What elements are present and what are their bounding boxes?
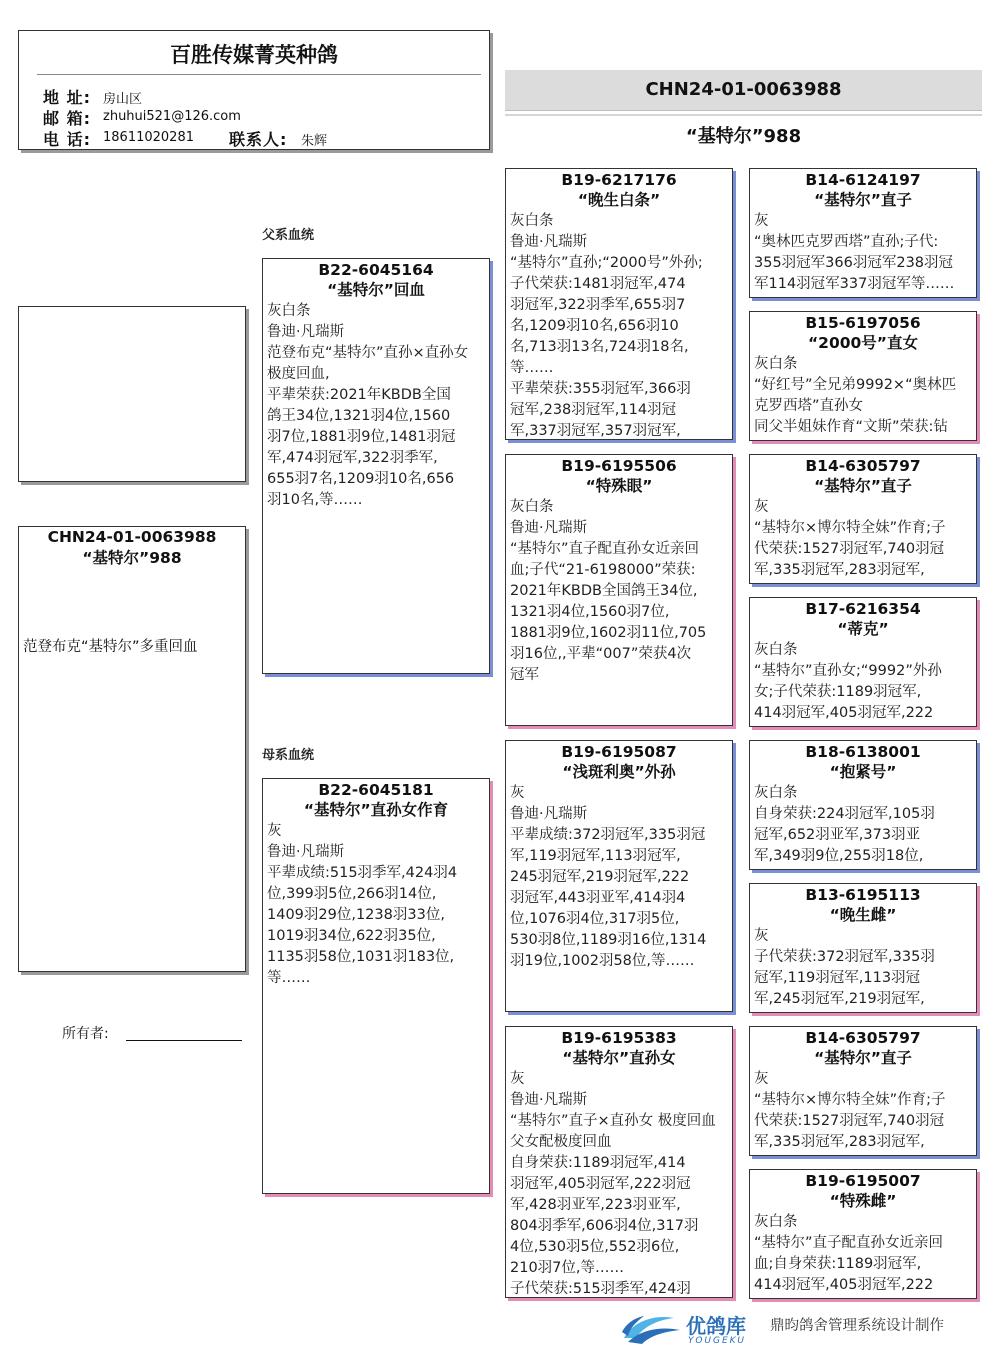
header-divider: [37, 74, 481, 75]
card-detail-line: 极度回血,: [267, 366, 330, 382]
card-detail-line: “基特尔”直子配直孙女近亲回: [754, 1235, 944, 1251]
card-detail-line: “奥林匹克罗西塔”直孙;子代:: [754, 234, 939, 250]
pigeon-name: “基特尔”直孙女作育: [303, 801, 449, 819]
subject-ring: CHN24-01-0063988: [47, 528, 217, 546]
pigeon-name: “蒂克”: [837, 620, 889, 638]
card-detail-line: 804羽季军,606羽4位,317羽: [510, 1218, 699, 1234]
card-detail-line: 灰白条: [754, 356, 798, 372]
card-detail-line: 355羽冠军366羽冠军238羽冠: [754, 255, 954, 271]
phone-value: 18611020281: [103, 130, 194, 145]
ring-number: B13-6195113: [805, 886, 921, 904]
main-pigeon-name: “基特尔”988: [685, 126, 802, 147]
card-detail-line: “基特尔×博尔特全妹”作育;子: [754, 1092, 946, 1108]
card-detail-line: 灰: [510, 1071, 525, 1087]
card-detail-line: 1019羽34位,622羽35位,: [267, 928, 436, 944]
card-detail-line: 子代荣获:372羽冠军,335羽: [754, 949, 935, 965]
pigeon-name: “基特尔”直子: [814, 191, 912, 209]
card-detail-line: 军,428羽亚军,223羽亚军,: [510, 1197, 681, 1213]
card-detail-line: 灰白条: [754, 642, 798, 658]
card-detail-line: 羽7位,1881羽9位,1481羽冠: [267, 429, 456, 445]
card-detail-line: 名,1209羽10名,656羽10: [510, 318, 679, 334]
card-detail-line: 范登布克“基特尔”直孙×直孙女: [267, 345, 469, 361]
card-detail-line: 鲁迪·凡瑞斯: [267, 844, 345, 860]
pedigree-card-sd: [505, 454, 733, 726]
pedigree-card-dss: [749, 740, 977, 870]
card-detail-line: 灰白条: [510, 213, 554, 229]
pigeon-name: “晚生雌”: [829, 906, 897, 924]
card-detail-line: 血;自身荣获:1189羽冠军,: [754, 1256, 922, 1272]
pigeon-name: “基特尔”直孙女: [562, 1049, 676, 1067]
card-detail-line: 自身荣获:224羽冠军,105羽: [754, 806, 935, 822]
card-detail-line: 245羽冠军,219羽冠军,222: [510, 869, 690, 885]
pigeon-name: “基特尔”回血: [327, 281, 425, 299]
card-detail-line: 灰: [754, 213, 769, 229]
card-detail-line: 655羽7名,1209羽10名,656: [267, 471, 455, 487]
pedigree-card-dam: [262, 778, 490, 1194]
card-detail-line: 鲁迪·凡瑞斯: [510, 234, 588, 250]
owner-label: 所有者:: [62, 1026, 109, 1042]
card-detail-line: 羽16位,,平辈“007”荣获4次: [510, 646, 692, 662]
card-detail-line: 冠军,119羽冠军,113羽冠: [754, 970, 921, 986]
email-value: zhuhui521@126.com: [103, 109, 241, 124]
card-detail-line: 414羽冠军,405羽冠军,222: [754, 1277, 934, 1293]
card-detail-line: 鲁迪·凡瑞斯: [267, 324, 345, 340]
contact-value: 朱辉: [301, 134, 328, 149]
card-detail-line: 军,335羽冠军,283羽冠军,: [754, 1134, 925, 1150]
dam-section-label: 母系血统: [262, 748, 315, 763]
card-detail-line: 子代荣获:515羽季军,424羽: [510, 1281, 691, 1297]
pedigree-card-dsd: [749, 883, 977, 1013]
pigeon-name: “特殊雌”: [829, 1192, 897, 1210]
card-detail-line: 羽冠军,443羽亚军,414羽4: [510, 890, 686, 906]
card-detail-line: 军,474羽冠军,322羽季军,: [267, 450, 438, 466]
card-detail-line: 羽10名,等……: [267, 492, 363, 508]
card-detail-line: “基特尔”直子配直孙女近亲回: [510, 541, 700, 557]
card-detail-line: 4位,530羽5位,552羽6位,: [510, 1239, 680, 1255]
breeder-title: 百胜传媒菁英种鸽: [170, 43, 338, 67]
pigeon-name: “基特尔”直子: [814, 477, 912, 495]
card-detail-line: 父女配极度回血: [510, 1134, 612, 1150]
card-detail-line: “基特尔×博尔特全妹”作育;子: [754, 520, 946, 536]
owner-signature-line: [126, 1040, 242, 1041]
card-detail-line: 鲁迪·凡瑞斯: [510, 806, 588, 822]
card-detail-line: 鲁迪·凡瑞斯: [510, 520, 588, 536]
pedigree-card-sire: [262, 258, 490, 674]
ring-number: B22-6045164: [318, 261, 434, 279]
card-detail-line: 同父半姐妹作育“文斯”荣获:钻: [754, 419, 948, 435]
card-detail-line: 1135羽58位,1031羽183位,: [267, 949, 455, 965]
ring-number: B15-6197056: [805, 314, 921, 332]
card-detail-line: 代荣获:1527羽冠军,740羽冠: [754, 541, 945, 557]
ring-number: B17-6216354: [805, 600, 921, 618]
card-detail-line: 鲁迪·凡瑞斯: [510, 1092, 588, 1108]
card-detail-line: 冠军: [510, 667, 539, 683]
card-detail-line: 灰: [754, 928, 769, 944]
pedigree-card-ssd: [749, 311, 977, 441]
main-ring-number: CHN24-01-0063988: [645, 79, 842, 100]
card-detail-line: 军,349羽9位,255羽18位,: [754, 848, 924, 864]
card-detail-line: 210羽7位,等……: [510, 1260, 625, 1276]
ring-number: B19-6195506: [561, 457, 677, 475]
ring-number: B19-6195383: [561, 1029, 677, 1047]
card-detail-line: 鸽王34位,1321羽4位,1560: [267, 408, 451, 424]
card-detail-line: 羽19位,1002羽58位,等……: [510, 953, 695, 969]
card-detail-line: 平辈荣获:2021年KBDB全国: [267, 387, 451, 403]
card-detail-line: 灰: [754, 1071, 769, 1087]
card-detail-line: 灰: [267, 823, 282, 839]
ring-number: B14-6305797: [805, 457, 921, 475]
card-detail-line: 平辈成绩:372羽冠军,335羽冠: [510, 827, 706, 843]
card-detail-line: 冠军,238羽冠军,114羽冠: [510, 402, 677, 418]
card-detail-line: 军,337羽冠军,357羽冠军,: [510, 423, 681, 439]
pigeon-name: “晚生白条”: [577, 191, 661, 209]
card-detail-line: 女;子代荣获:1189羽冠军,: [754, 684, 922, 700]
pigeon-name: “基特尔”直子: [814, 1049, 912, 1067]
pigeon-name: “2000号”直女: [807, 334, 918, 352]
pedigree-card-ss: [505, 168, 733, 440]
sire-section-label: 父系血统: [262, 228, 315, 243]
contact-label: 联系人:: [229, 130, 288, 149]
address-label: 地 址:: [43, 88, 91, 107]
card-detail-line: 等……: [267, 970, 311, 986]
subject-note: 范登布克“基特尔”多重回血: [23, 639, 198, 655]
title-divider: [505, 114, 982, 116]
card-detail-line: 灰白条: [267, 303, 311, 319]
card-detail-line: 1409羽29位,1238羽33位,: [267, 907, 445, 923]
ring-number: B14-6124197: [805, 171, 921, 189]
card-detail-line: 克罗西塔”直孙女: [754, 398, 864, 414]
card-detail-line: “基特尔”直子×直孙女 极度回血: [510, 1113, 716, 1129]
card-detail-line: 羽冠军,322羽季军,655羽7: [510, 297, 686, 313]
ring-number: B18-6138001: [805, 743, 921, 761]
breeder-info-box: [18, 30, 490, 150]
card-detail-line: 414羽冠军,405羽冠军,222: [754, 705, 934, 721]
pedigree-card-ds: [505, 740, 733, 1012]
card-detail-line: 军114羽冠军337羽冠军等……: [754, 276, 955, 292]
card-detail-line: 灰白条: [510, 499, 554, 515]
pedigree-card-sds: [749, 454, 977, 584]
card-detail-line: 等……: [510, 360, 554, 376]
card-detail-line: 平辈荣获:355羽冠军,366羽: [510, 381, 691, 397]
card-detail-line: 1321羽4位,1560羽7位,: [510, 604, 670, 620]
card-detail-line: 自身荣获:1189羽冠军,414: [510, 1155, 686, 1171]
card-detail-line: 子代荣获:1481羽冠军,474: [510, 276, 686, 292]
card-detail-line: “好红号”全兄弟9992×“奥林匹: [754, 377, 957, 393]
card-detail-line: 代荣获:1527羽冠军,740羽冠: [754, 1113, 945, 1129]
card-detail-line: 军,335羽冠军,283羽冠军,: [754, 562, 925, 578]
pedigree-card-dd: [505, 1026, 733, 1298]
ring-number: B19-6195087: [561, 743, 677, 761]
card-detail-line: 灰: [754, 499, 769, 515]
subject-card: [18, 526, 246, 972]
card-detail-line: 名,713羽13名,724羽18名,: [510, 339, 689, 355]
pigeon-name: “抱紧号”: [829, 763, 897, 781]
card-detail-line: 冠军,652羽亚军,373羽亚: [754, 827, 921, 843]
card-detail-line: 灰白条: [754, 785, 798, 801]
ring-number: B19-6195007: [805, 1172, 921, 1190]
card-detail-line: 530羽8位,1189羽16位,1314: [510, 932, 707, 948]
yougeku-logo-icon: [618, 1308, 688, 1348]
card-detail-line: 羽冠军,405羽冠军,222羽冠: [510, 1176, 691, 1192]
pedigree-card-sdd: [749, 597, 977, 727]
pigeon-name: “浅斑利奥”外孙: [562, 763, 676, 781]
pigeon-name: “特殊眼”: [585, 477, 653, 495]
card-detail-line: 军,119羽冠军,113羽冠军,: [510, 848, 681, 864]
logo-text: 优鸽库: [686, 1314, 746, 1338]
ring-number: B14-6305797: [805, 1029, 921, 1047]
footer-credit: 鼎昀鸽舍管理系统设计制作: [770, 1318, 944, 1334]
card-detail-line: 平辈成绩:515羽季军,424羽4: [267, 865, 458, 881]
subject-name: “基特尔”988: [82, 549, 182, 567]
card-detail-line: “基特尔”直孙女;“9992”外孙: [754, 663, 942, 679]
card-detail-line: 1881羽9位,1602羽11位,705: [510, 625, 707, 641]
pedigree-card-ddd: [749, 1169, 977, 1299]
card-detail-line: 军,245羽冠军,219羽冠军,: [754, 991, 925, 1007]
card-detail-line: 灰白条: [754, 1214, 798, 1230]
card-detail-line: 位,399羽5位,266羽14位,: [267, 886, 437, 902]
pedigree-card-sss: [749, 168, 977, 298]
card-detail-line: 灰: [510, 785, 525, 801]
card-detail-line: 血;子代“21-6198000”荣获:: [510, 562, 696, 578]
card-detail-line: 2021年KBDB全国鸽王34位,: [510, 583, 698, 599]
main-ring-band: [505, 70, 982, 111]
phone-label: 电 话:: [43, 130, 91, 149]
ring-number: B19-6217176: [561, 171, 677, 189]
logo-subtext: YOUGEKU: [688, 1336, 747, 1346]
card-detail-line: “基特尔”直孙;“2000号”外孙;: [510, 255, 703, 271]
address-value: 房山区: [103, 92, 143, 107]
email-label: 邮 箱:: [43, 109, 91, 128]
card-detail-line: 位,1076羽4位,317羽5位,: [510, 911, 680, 927]
ring-number: B22-6045181: [318, 781, 434, 799]
photo-box: [18, 306, 246, 482]
pedigree-card-dds: [749, 1026, 977, 1156]
